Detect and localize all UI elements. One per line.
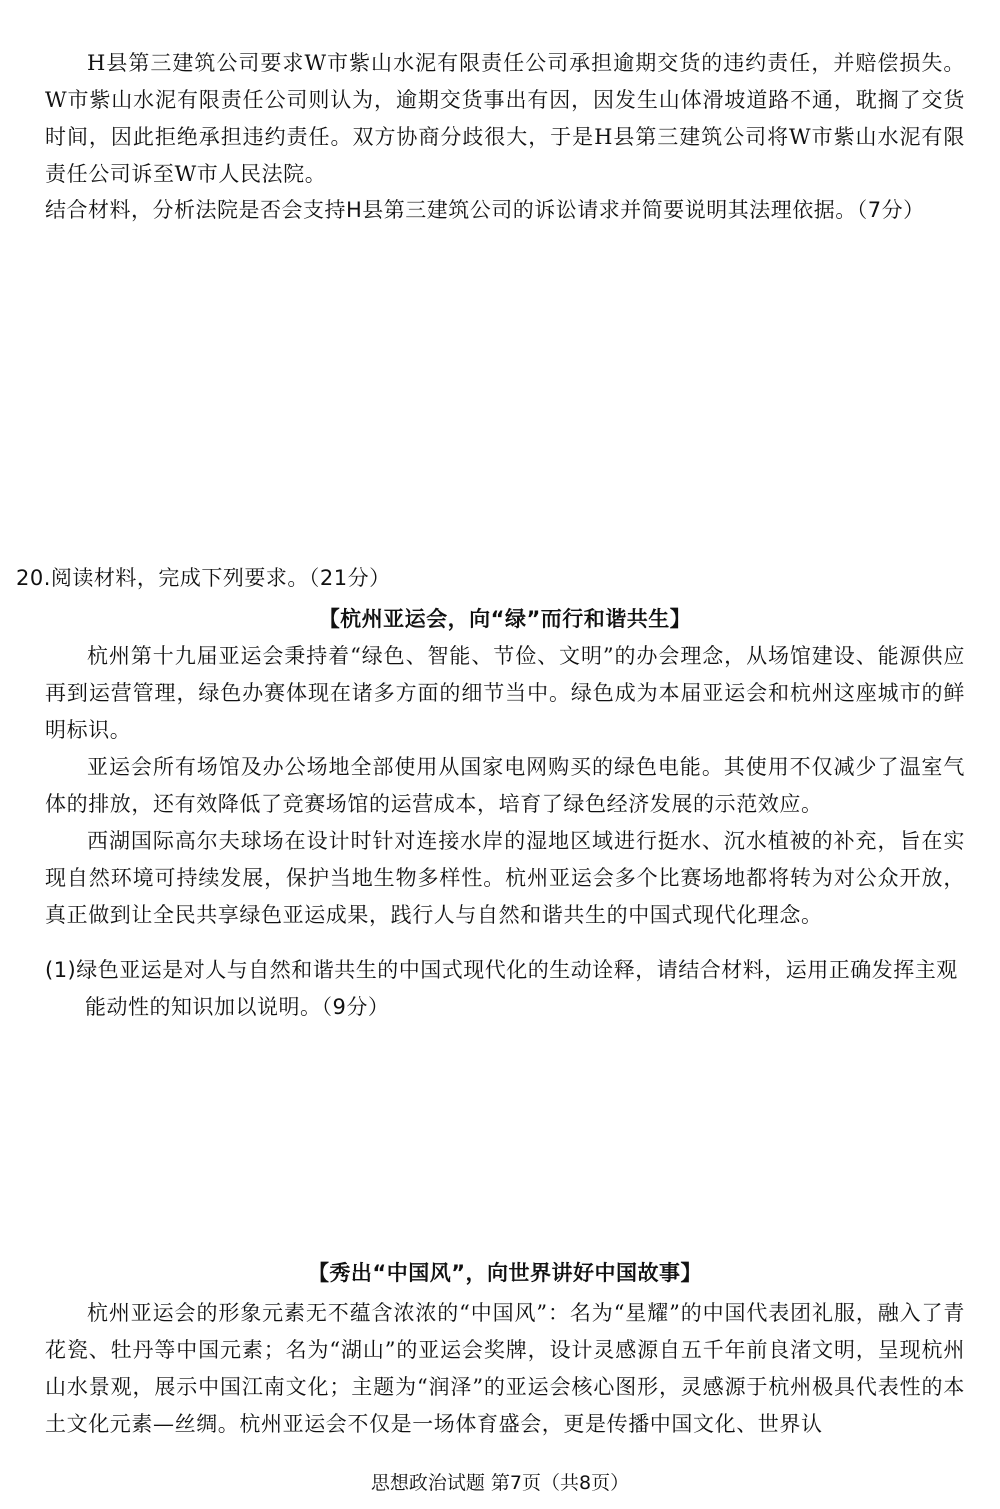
q20-sub1: (1)绿色亚运是对人与自然和谐共生的中国式现代化的生动诠释，请结合材料，运用正确发挥主观能动性的知识加以说明。（9分） (45, 958, 958, 1019)
section1-title: 【杭州亚运会，向“绿”而行和谐共生】 (318, 607, 692, 631)
section2-title-block (45, 1257, 965, 1287)
q19-material-block (45, 45, 965, 193)
q20-sub1-block (45, 952, 970, 1026)
q20-heading-block (16, 560, 616, 597)
section1-paragraph: 亚运会所有场馆及办公场地全部使用从国家电网购买的绿色电能。其使用不仅减少了温室气体的排放，还有效降低了竞赛场馆的运营成本，培育了绿色经济发展的示范效应。 (45, 755, 965, 816)
q19-question: 结合材料，分析法院是否会支持H县第三建筑公司的诉讼请求并简要说明其法理依据。（7分） (45, 198, 925, 222)
section1-paragraph: 西湖国际高尔夫球场在设计时针对连接水岸的湿地区域进行挺水、沉水植被的补充，旨在实现自然环境可持续发展，保护当地生物多样性。杭州亚运会多个比赛场地都将转为对公众开放，真正做到让全民共享绿色亚运成果，践行人与自然和谐共生的中国式现代化理念。 (45, 829, 965, 927)
q19-question-block (45, 192, 975, 229)
page-footer: 思想政治试题 第7页（共8页） (370, 1472, 630, 1494)
q20-heading: 20.阅读材料，完成下列要求。（21分） (16, 566, 391, 590)
section2-title: 【秀出“中国风”，向世界讲好中国故事】 (307, 1261, 703, 1285)
section1-paragraph: 杭州第十九届亚运会秉持着“绿色、智能、节俭、文明”的办会理念，从场馆建设、能源供应再到运营管理，绿色办赛体现在诸多方面的细节当中。绿色成为本届亚运会和杭州这座城市的鲜明标识。 (45, 644, 965, 742)
section2-paragraph: 杭州亚运会的形象元素无不蕴含浓浓的“中国风”：名为“星耀”的中国代表团礼服，融入了青花瓷、牡丹等中国元素；名为“湖山”的亚运会奖牌，设计灵感源自五千年前良渚文明，呈现杭州山水景观，展示中国江南文化；主题为“润泽”的亚运会核心图形，灵感源于杭州极具代表性的本土文化元素—丝绸。杭州亚运会不仅是一场体育盛会，更是传播中国文化、世界认 (45, 1301, 965, 1436)
section1-body (45, 638, 965, 934)
q19-material: H县第三建筑公司要求W市紫山水泥有限责任公司承担逾期交货的违约责任，并赔偿损失。W市紫山水泥有限责任公司则认为，逾期交货事出有因，因发生山体滑坡道路不通，耽搁了交货时间，因此拒绝承担违约责任。双方协商分歧很大，于是H县第三建筑公司将W市紫山水泥有限责任公司诉至W市人民法院。 (45, 51, 965, 186)
section1-title-block (45, 603, 965, 633)
section2-body (45, 1295, 965, 1443)
